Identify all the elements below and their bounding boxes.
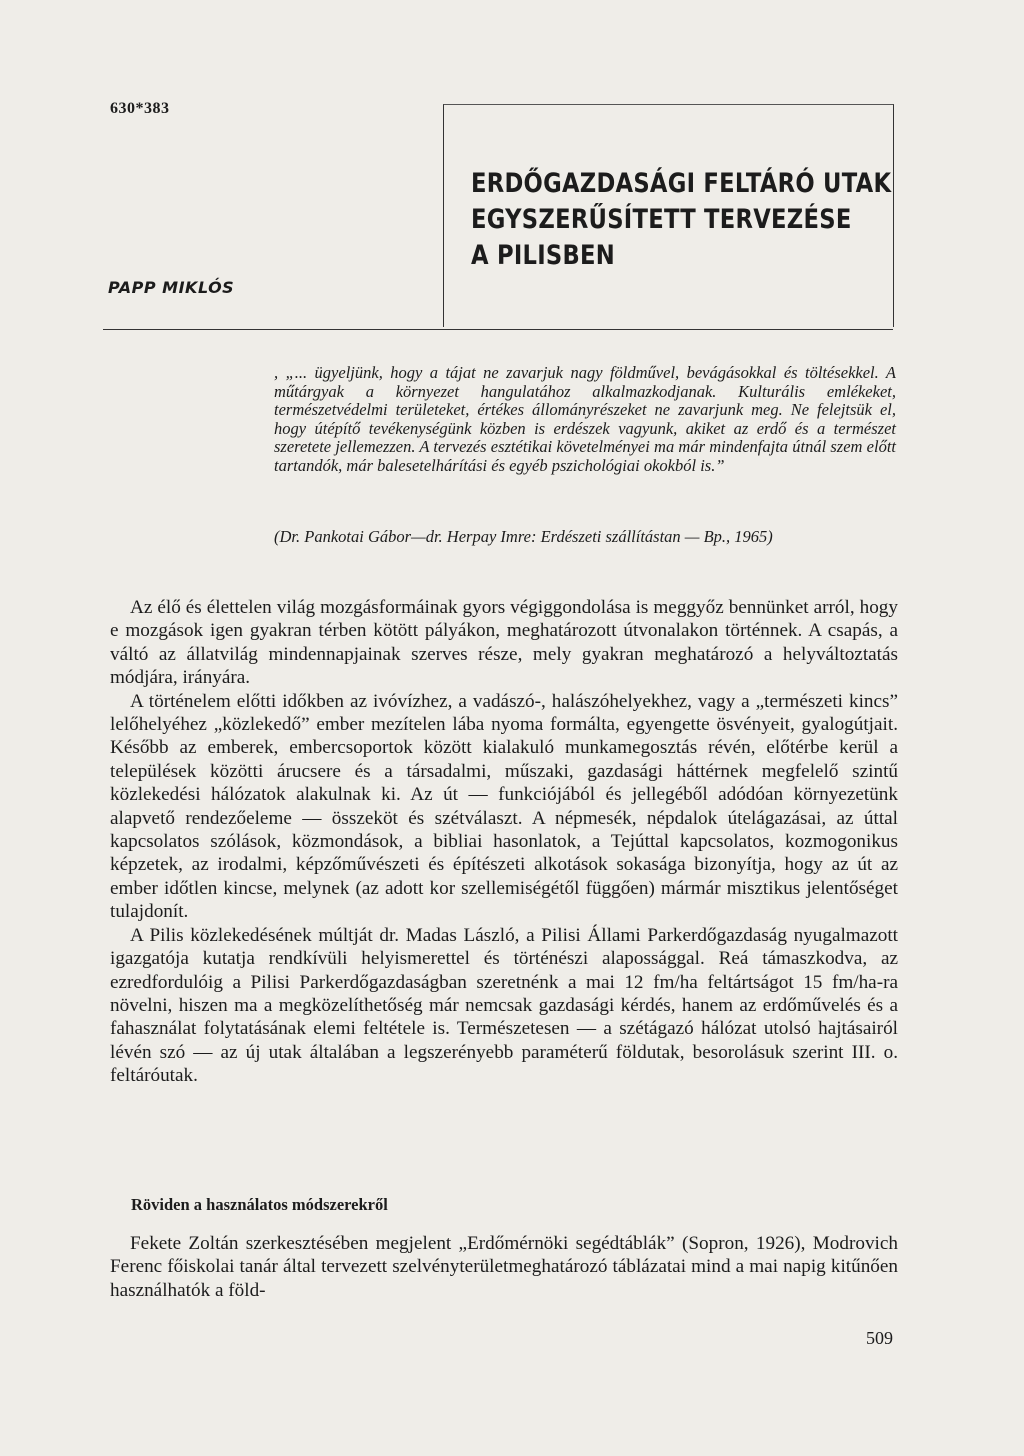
page-number: 509	[866, 1328, 893, 1348]
article-body	[110, 596, 898, 1088]
section-heading: Röviden a használatos módszerekről	[131, 1195, 388, 1214]
author-name: PAPP MIKLÓS	[108, 278, 235, 297]
article-title	[471, 166, 891, 274]
body-paragraph-3: A Pilis közlekedésének múltját dr. Madas László, a Pilisi Állami Parkerdőgazdaság nyugalmazott igazgatója kutatja rendkívüli helyismerettel és történészi alapossággal. Reá támaszkodva, az ezredfordulóig a Pilisi Parkerdőgazdaságban szeretnénk a mai 12 fm/ha feltártságot 15 fm/ha-ra növelni, hiszen ma a megközelíthetőség már nemcsak gazdasági kérdés, hanem az erdőművelés és a fahasználat folytatásának elemi feltétele is. Természetesen — a szétágazó hálózat utolsó hajtásairól lévén szó — az új utak általában a legszerényebb paraméterű földutak, besorolásuk szerint III. o. feltáróutak.	[110, 924, 898, 1087]
title-line-1: ERDŐGAZDASÁGI FELTÁRÓ UTAK	[471, 168, 892, 199]
header-divider	[103, 329, 893, 330]
section-paragraph: Fekete Zoltán szerkesztésében megjelent „Erdőmérnöki segédtáblák” (Sopron, 1926), Modrovich Ferenc főiskolai tanár által tervezett szelvényterületmeghatározó táblázatai mind a mai napig kitűnően használhatók a föld-	[110, 1233, 898, 1301]
epigraph-citation: (Dr. Pankotai Gábor—dr. Herpay Imre: Erdészeti szállítástan — Bp., 1965)	[274, 527, 773, 546]
body-paragraph-1: Az élő és élettelen világ mozgásformáinak gyors végiggondolása is meggyőz bennünket arról, hogy e mozgások igen gyakran térben kötött pályákon, meghatározott útvonalakon történnek. A csapás, a váltó az állatvilág mindennapjainak szerves része, mely gyakran meghatározó a helyváltoztatás módjára, irányára.	[110, 597, 898, 689]
body-paragraph-2: A történelem előtti időkben az ivóvízhez, a vadászó-, halászóhelyekhez, vagy a „természeti kincs” lelőhelyéhez „közlekedő” ember mezítelen lába nyoma formálta, egyengette ösvényeit, gyalogútjait. Később az emberek, embercsoportok között kialakuló munkamegosztás révén, előtérbe kerül a települések közötti árucsere és a társadalmi, műszaki, gazdasági háttérnek megfelelő szintű közlekedési hálózatok alakulnak ki. Az út — funkciójából és jellegéből adódóan környezetünk alapvető rendezőeleme — összeköt és szétválaszt. A népmesék, népdalok útelágazásai, az úttal kapcsolatos szólások, közmondások, a bibliai hasonlatok, a Tejúttal kapcsolatos, kozmogonikus képzetek, az irodalmi, képzőművészeti és építészeti alkotások sokasága bizonyítja, hogy az út az ember időtlen kincse, melynek (az adott kor szellemiségétől függően) mármár misztikus jelentőséget tulajdonít.	[110, 690, 898, 923]
document-code: 630*383	[110, 100, 170, 117]
title-line-3: A PILISBEN	[471, 240, 616, 271]
section-body	[110, 1232, 898, 1302]
epigraph-quote: , „... ügyeljünk, hogy a tájat ne zavarjuk nagy földművel, bevágásokkal és töltésekkel. A műtárgyak a környezet hangulatához alkalmazkodjanak. Kulturális emlékeket, természetvédelmi területeket, értékes állományrészeket ne zavarjunk meg. Ne felejtsük el, hogy útépítő tevékenységünk közben is erdészek vagyunk, akiket az erdő és a természet szeretete jellemezzen. A tervezés esztétikai követelményei ma már mindenfajta útnál szem előtt tartandók, már balesetelhárítási és egyéb pszichológiai okokból is.”	[274, 363, 896, 475]
title-line-2: EGYSZERŰSÍTETT TERVEZÉSE	[471, 204, 852, 235]
